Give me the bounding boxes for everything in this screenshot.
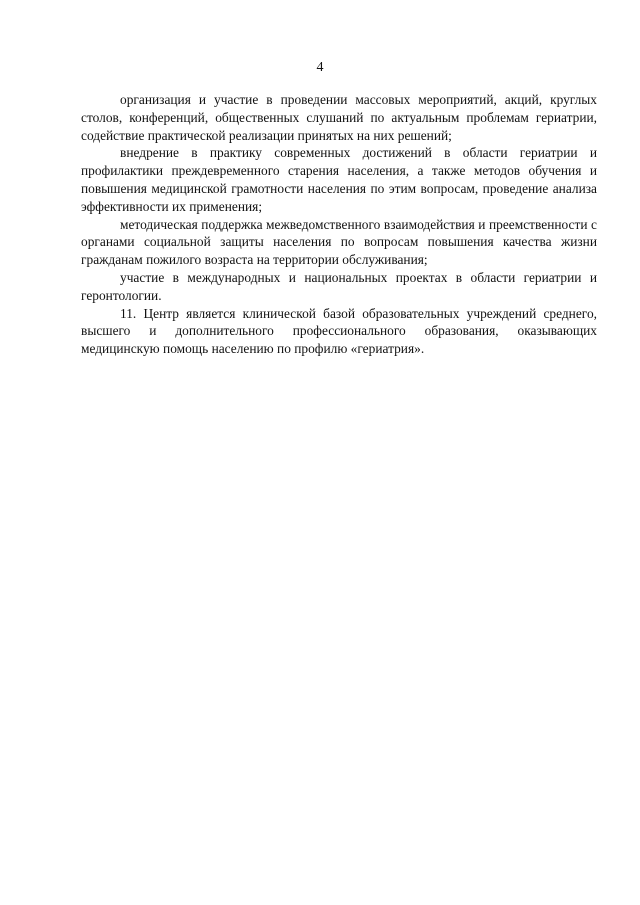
paragraph-clinical-base: 11. Центр является клинической базой образовательных учреждений среднего, высшего и дополнительного профессионального образования, оказывающих медицинскую помощь населению по профилю «гериатрия».	[81, 305, 597, 357]
page-number: 4	[316, 60, 324, 75]
document-body	[81, 91, 597, 358]
paragraph-events: организация и участие в проведении массовых мероприятий, акций, круглых столов, конференций, общественных слушаний по актуальным проблемам гериатрии, содействие практической реализации принятых на них решений;	[81, 92, 597, 143]
paragraph-methodical-support: методическая поддержка межведомственного взаимодействия и преемственности с органами социальной защиты населения по вопросам повышения качества жизни гражданам пожилого возраста на территории обслуживания;	[81, 216, 597, 268]
paragraph-projects: участие в международных и национальных проектах в области гериатрии и геронтологии.	[81, 269, 597, 303]
paragraph-practice: внедрение в практику современных достижений в области гериатрии и профилактики преждевременного старения населения, а также методов обучения и повышения медицинской грамотности населения по этим вопросам, проведение анализа эффективности их применения;	[81, 145, 597, 214]
